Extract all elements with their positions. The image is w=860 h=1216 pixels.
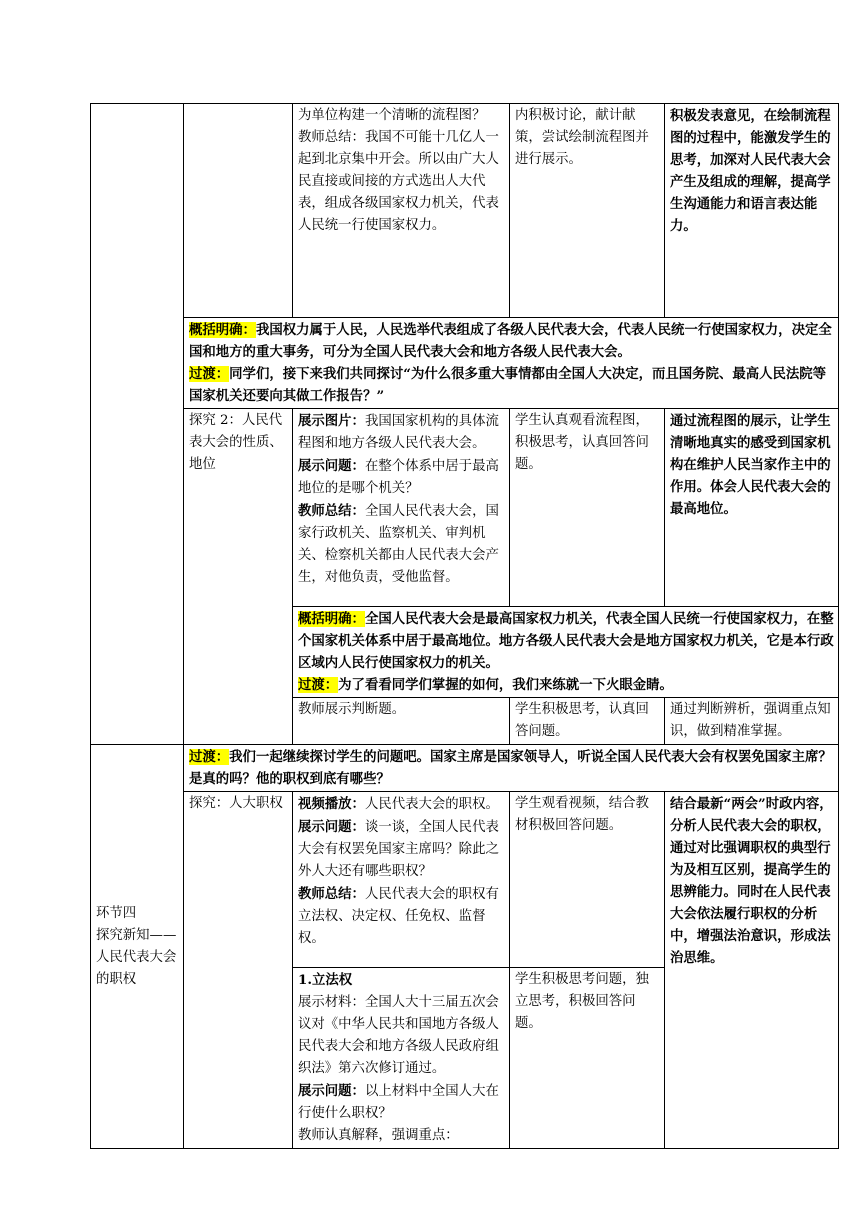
transition-label: 过渡： xyxy=(298,677,339,693)
table-row xyxy=(91,792,839,968)
summary-text: 人民代表大会的职权有立法权、决定权、任免权、监督权。 xyxy=(298,887,499,946)
summary-text: 全国人民代表大会是最高国家权力机关，代表全国人民统一行使国家权力，在整个国家机关体系中居于最高地位。地方各级人民代表大会是地方国家权力机关，它是本行政区域内人民行使国家权力的机关。 xyxy=(298,611,834,671)
transition-text: 为了看看同学们掌握的如何，我们来练就一下火眼金睛。 xyxy=(338,677,673,693)
video-label: 视频播放： xyxy=(298,796,365,812)
transition-label: 过渡： xyxy=(189,366,230,382)
teacher-activity-cell xyxy=(293,409,510,607)
explain-text: 教师认真解释，强调重点： xyxy=(298,1128,459,1143)
teacher-activity-cell: 教师展示判断题。 xyxy=(293,698,510,745)
question-text: 在整个体系中居于最高地位的是哪个机关？ xyxy=(298,459,499,496)
material-text: 全国人大十三届五次会议对《中华人民共和国地方各级人民代表大会和地方各级人民政府组织法》第六次修订通过。 xyxy=(298,995,499,1076)
summary-label: 概括明确： xyxy=(189,322,256,338)
question-text: 以上材料中全国人大在行使什么职权？ xyxy=(298,1084,499,1121)
teacher-summary-text: 我国不可能十几亿人一起到北京集中开会。所以由广大人民直接或间接的方式选出人大代表，组成各级国家权力机关，代表人民统一行使国家权力。 xyxy=(298,130,499,233)
design-intent-cell: 通过判断辨析，强调重点知识，做到精准掌握。 xyxy=(665,698,839,745)
teacher-summary-label: 教师总结： xyxy=(298,130,365,145)
table-row xyxy=(91,104,839,318)
table-row xyxy=(91,745,839,792)
topic-cell: 探究 2：人民代表大会的性质、地位 xyxy=(184,409,293,745)
table-row xyxy=(91,318,839,409)
teacher-activity-cell xyxy=(293,104,510,318)
student-activity-cell: 学生认真观看流程图，积极思考，认真回答问题。 xyxy=(510,409,665,607)
summary-cell xyxy=(184,318,839,409)
topic-cell: 探究：人大职权 xyxy=(184,792,293,1149)
process-text: 为单位构建一个清晰的流程图？ xyxy=(298,108,486,123)
transition-text: 同学们，接下来我们共同探讨“为什么很多重大事情都由全国人大决定，而且国务院、最高人民法院等国家机关还要向其做工作报告？” xyxy=(189,366,827,404)
design-intent-cell: 结合最新“两会”时政内容，分析人民代表大会的职权，通过对比强调职权的典型行为及相互区别，提高学生的思辨能力。同时在人民代表大会依法履行职权的分析中，增强法治意识，形成法治思维。 xyxy=(665,792,839,1149)
show-text: 我国国家机构的具体流程图和地方各级人民代表大会。 xyxy=(298,414,499,451)
show-label: 展示图片： xyxy=(298,413,365,429)
material-label: 展示材料： xyxy=(298,995,365,1010)
transition-label: 过渡： xyxy=(189,749,230,765)
section-cell-empty xyxy=(91,104,184,745)
design-intent-cell: 积极发表意见，在绘制流程图的过程中，能激发学生的思考，加深对人民代表大会产生及组成的理解，提高学生沟通能力和语言表达能力。 xyxy=(665,104,839,318)
topic-cell-empty xyxy=(184,104,293,318)
student-activity-cell: 学生积极思考，认真回答问题。 xyxy=(510,698,665,745)
legislation-heading: 1.立法权 xyxy=(298,972,353,988)
student-activity-cell: 学生积极思考问题，独立思考，积极回答问题。 xyxy=(510,968,665,1149)
section-title-cell: 环节四 探究新知——人民代表大会的职权 xyxy=(91,745,184,1149)
transition-cell xyxy=(184,745,839,792)
summary-label: 教师总结： xyxy=(298,503,365,519)
question-text: 谈一谈，全国人民代表大会有权罢免国家主席吗？除此之外人大还有哪些职权？ xyxy=(298,820,499,879)
question-label: 展示问题： xyxy=(298,458,365,474)
transition-text: 我们一起继续探讨学生的问题吧。国家主席是国家领导人，听说全国人民代表大会有权罢免国家主席？是真的吗？他的职权到底有哪些？ xyxy=(189,749,832,787)
summary-text: 我国权力属于人民，人民选举代表组成了各级人民代表大会，代表人民统一行使国家权力，决定全国和地方的重大事务，可分为全国人民代表大会和地方各级人民代表大会。 xyxy=(189,322,832,360)
summary-label: 教师总结： xyxy=(298,886,365,902)
student-activity-cell: 内积极讨论，献计献策，尝试绘制流程图并进行展示。 xyxy=(510,104,665,318)
teacher-activity-cell xyxy=(293,968,510,1149)
student-activity-cell: 学生观看视频，结合教材积极回答问题。 xyxy=(510,792,665,968)
video-text: 人民代表大会的职权。 xyxy=(364,797,499,812)
question-label: 展示问题： xyxy=(298,1083,365,1099)
summary-label: 概括明确： xyxy=(298,611,365,627)
summary-text: 全国人民代表大会，国家行政机关、监察机关、审判机关、检察机关都由人民代表大会产生，对他负责，受他监督。 xyxy=(298,504,499,585)
summary-cell xyxy=(293,607,839,698)
table-row xyxy=(91,409,839,607)
design-intent-cell: 通过流程图的展示，让学生清晰地真实的感受到国家机构在维护人民当家作主中的作用。体会人民代表大会的最高地位。 xyxy=(665,409,839,607)
teacher-activity-cell xyxy=(293,792,510,968)
question-label: 展示问题： xyxy=(298,819,365,835)
lesson-plan-table xyxy=(90,103,839,1149)
